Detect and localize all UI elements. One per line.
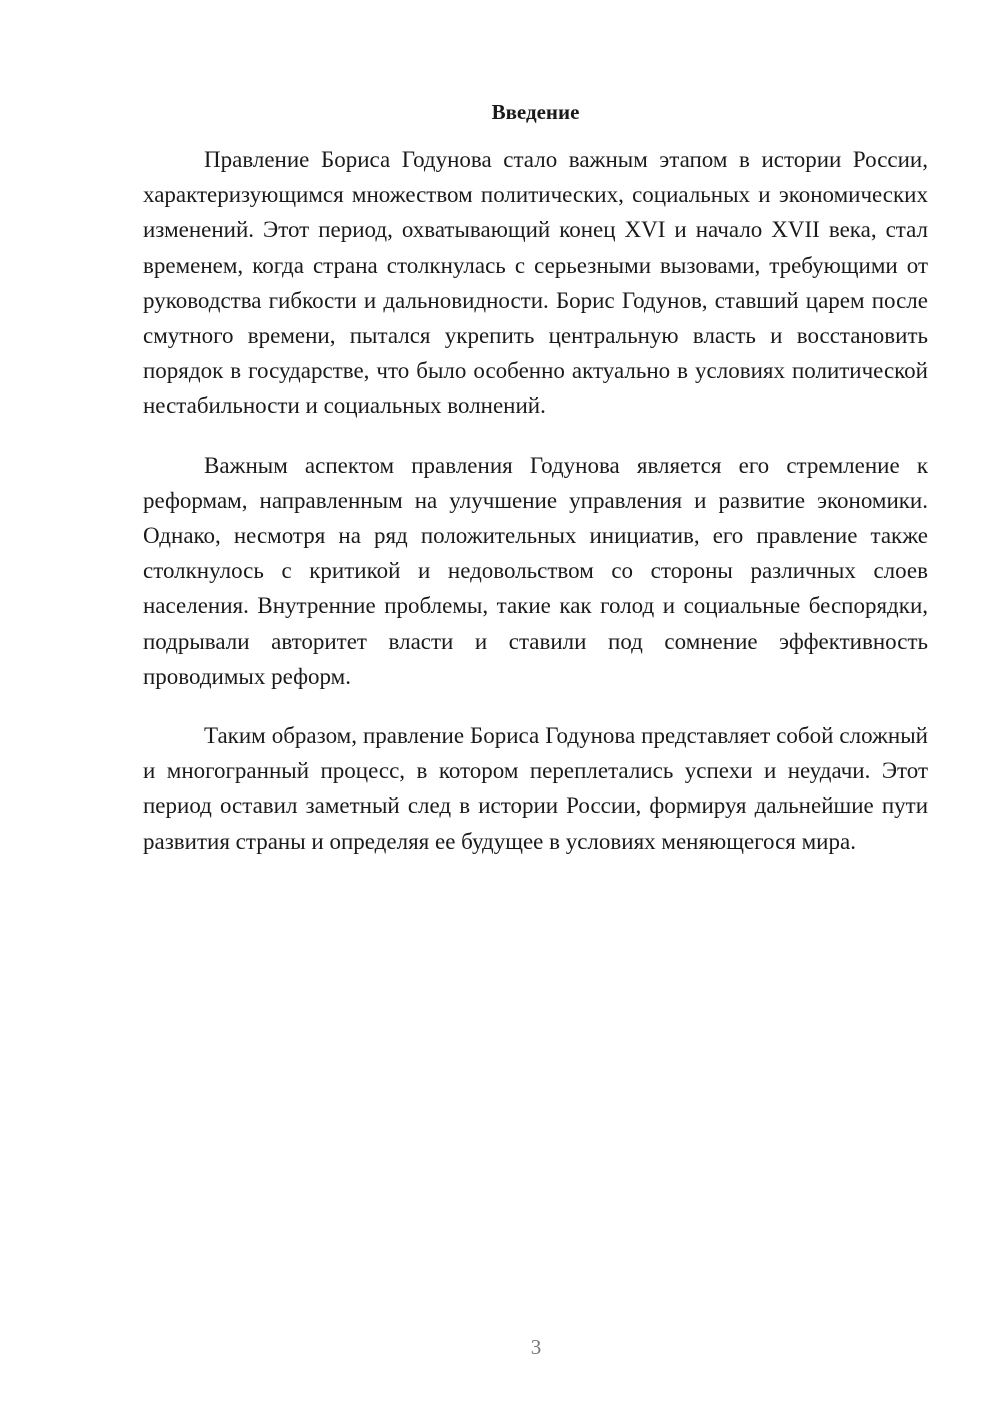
page-title: Введение [491, 100, 580, 124]
document-body [143, 142, 928, 883]
paragraph-2: Важным аспектом правления Годунова является его стремление к реформам, направленным на улучшение управления и развитие экономики. Однако, несмотря на ряд положительных инициатив, его правление также столкнулось с критикой и недовольством со стороны различных слоев населения. Внутренние проблемы, такие как голод и социальные беспорядки, подрывали авторитет власти и ставили под сомнение эффективность проводимых реформ. [143, 452, 928, 689]
paragraph-1: Правление Бориса Годунова стало важным этапом в истории России, характеризующимся множеством политических, социальных и экономических изменений. Этот период, охватывающий конец XVI и начало XVII века, стал временем, когда страна столкнулась с серьезными вызовами, требующими от руководства гибкости и дальновидности. Борис Годунов, ставший царем после смутного времени, пытался укрепить центральную власть и восстановить порядок в государстве, что было особенно актуально в условиях политической нестабильности и социальных волнений. [143, 147, 928, 419]
paragraph-3: Таким образом, правление Бориса Годунова представляет собой сложный и многогранный процесс, в котором переплетались успехи и неудачи. Этот период оставил заметный след в истории России, формируя дальнейшие пути развития страны и определяя ее будущее в условиях меняющегося мира. [143, 723, 928, 854]
page-number: 3 [530, 1335, 542, 1359]
